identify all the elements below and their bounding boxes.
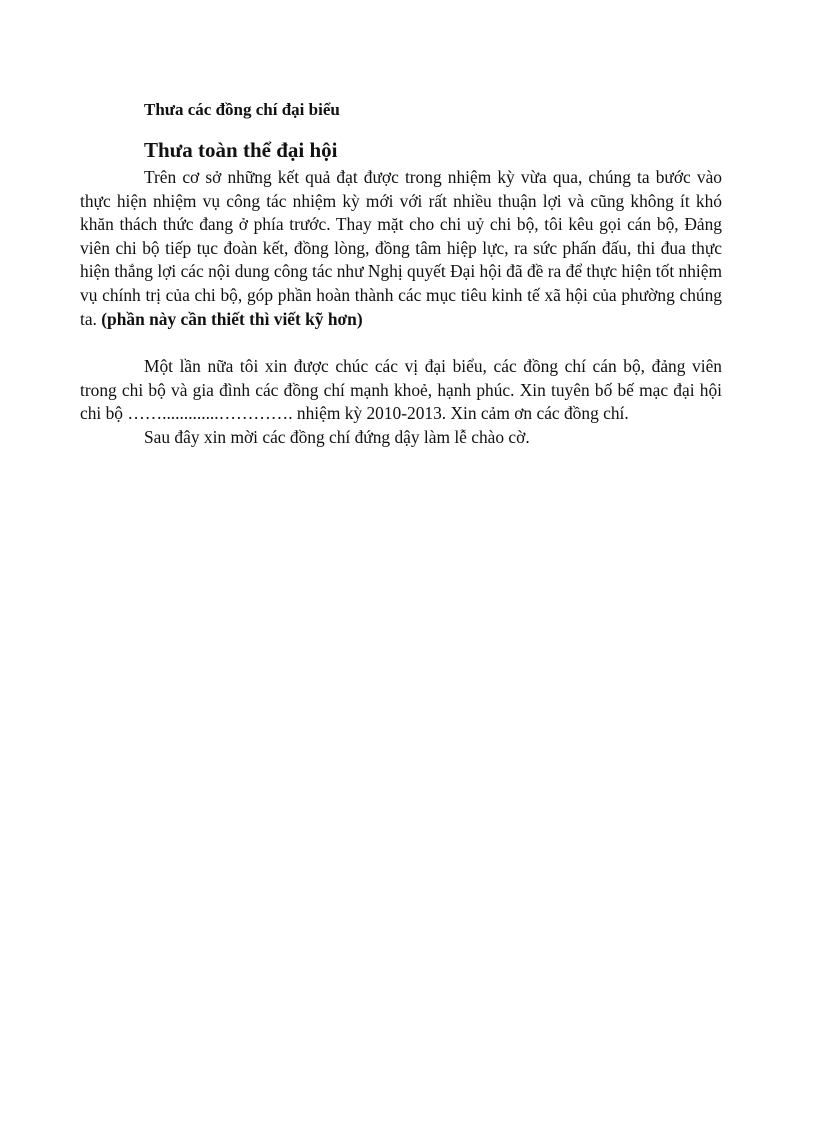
greeting-delegates: Thưa các đồng chí đại biểu — [144, 100, 340, 119]
document-body — [80, 98, 722, 450]
greeting-congress: Thưa toàn thể đại hội — [144, 138, 338, 162]
paragraph-1-note: (phần này cần thiết thì viết kỹ hơn) — [101, 308, 363, 329]
paragraph-3-text: Sau đây xin mời các đồng chí đứng dậy làm lễ chào cờ. — [144, 426, 530, 447]
paragraph-closing-wishes — [80, 355, 722, 426]
paragraph-flag-salute — [80, 426, 722, 450]
paragraph-closing-remarks — [80, 166, 722, 331]
paragraph-1-text: Trên cơ sở những kết quả đạt được trong nhiệm kỳ vừa qua, chúng ta bước vào thực hiện nhiệm vụ công tác nhiệm kỳ mới với rất nhiều thuận lợi và cũng không ít khó khăn thách thức đang ở phía trước. Thay mặt cho chi uỷ chi bộ, tôi kêu gọi cán bộ, Đảng viên chi bộ tiếp tục đoàn kết, đồng lòng, đồng tâm hiệp lực, ra sức phấn đấu, thi đua thực hiện thắng lợi các nội dung công tác như Nghị quyết Đại hội đã đề ra để thực hiện tốt nhiệm vụ chính trị của chi bộ, góp phần hoàn thành các mục tiêu kinh tế xã hội của phường chúng ta. — [80, 167, 722, 329]
paragraph-2-text: Một lần nữa tôi xin được chúc các vị đại biểu, các đồng chí cán bộ, đảng viên trong chi bộ và gia đình các đồng chí mạnh khoẻ, hạnh phúc. Xin tuyên bố bế mạc đại hội chi bộ …….............…………. nhiệm kỳ 2010-2013. Xin cảm ơn các đồng chí. — [80, 356, 722, 424]
